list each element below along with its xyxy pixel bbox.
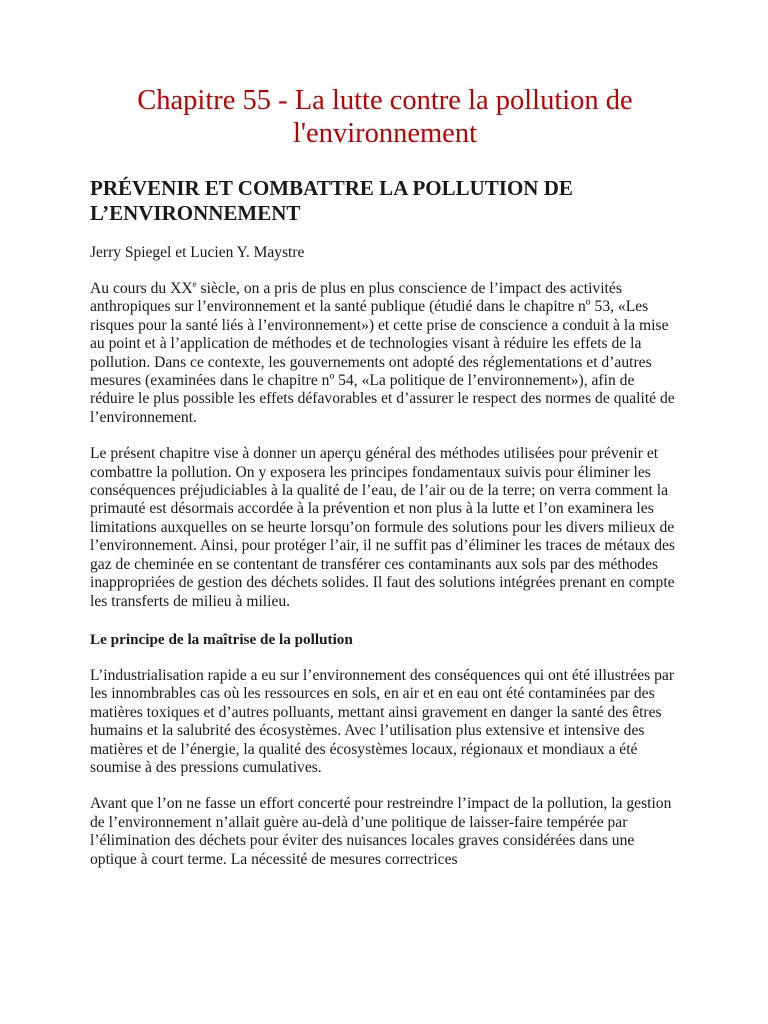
paragraph-intro-rest: siècle, on a pris de plus en plus conscience de l’impact des activités anthropiques sur l’environnement et la santé publique (étudié dans le chapitre nº 53, «Les risques pour la santé liés à l’environnement») et cette prise de conscience a conduit à la mise au point et à l’application de méthodes et de technologies visant à réduire les effets de la pollution. Dans ce contexte, les gouvernements ont adopté des réglementations et d’autres mesures (examinées dans le chapitre nº 54, «La politique de l’environnement»), afin de réduire le plus possible les effets défavorables et d’assurer le respect des normes de qualité de l’environnement. <box>90 280 675 426</box>
document-page <box>90 84 680 869</box>
paragraph-intro <box>90 280 680 427</box>
paragraph-chapter-scope: Le présent chapitre vise à donner un aperçu général des méthodes utilisées pour prévenir et combattre la pollution. On y exposera les principes fondamentaux suivis pour éliminer les conséquences préjudiciables à la qualité de l’eau, de l’air ou de la terre; on verra comment la primauté est désormais accordée à la prévention et non plus à la lutte et l’on examinera les limitations auxquelles on se heurte lorsqu’on formule des solutions pour les divers milieux de l’environnement. Ainsi, pour protéger l’air, il ne suffit pas d’éliminer les traces de métaux des gaz de cheminée en se contentant de transférer ces contaminants aux sols par des méthodes inappropriées de gestion des déchets solides. Il faut des solutions intégrées prenant en compte les transferts de milieu à milieu. <box>90 445 675 610</box>
chapter-title: Chapitre 55 - La lutte contre la pollution de l'environnement <box>137 85 633 149</box>
subheading-pollution-principle: Le principe de la maîtrise de la pollution <box>90 630 353 648</box>
paragraph-intro-start: Au cours du XX <box>90 280 193 297</box>
century-superscript: e <box>192 279 197 289</box>
section-title: PRÉVENIR ET COMBATTRE LA POLLUTION DE L’ENVIRONNEMENT <box>90 176 573 225</box>
paragraph-management-history: Avant que l’on ne fasse un effort concerté pour restreindre l’impact de la pollution, la gestion de l’environnement n’allait guère au-delà d’une politique de laisser-faire tempérée par l’élimination des déchets pour éviter des nuisances locales graves considérées dans une optique à court terme. La nécessité de mesures correctrices <box>90 795 672 868</box>
paragraph-industrialisation: L’industrialisation rapide a eu sur l’environnement des conséquences qui ont été illustrées par les innombrables cas où les ressources en sols, en air et en eau ont été contaminées par des matières toxiques et d’autres polluants, mettant ainsi gravement en danger la santé des êtres humains et la salubrité des écosystèmes. Avec l’utilisation plus extensive et intensive des matières et de l’énergie, la qualité des écosystèmes locaux, régionaux et mondiaux a été soumise à des pressions cumulatives. <box>90 666 675 776</box>
authors-line: Jerry Spiegel et Lucien Y. Maystre <box>90 244 305 261</box>
